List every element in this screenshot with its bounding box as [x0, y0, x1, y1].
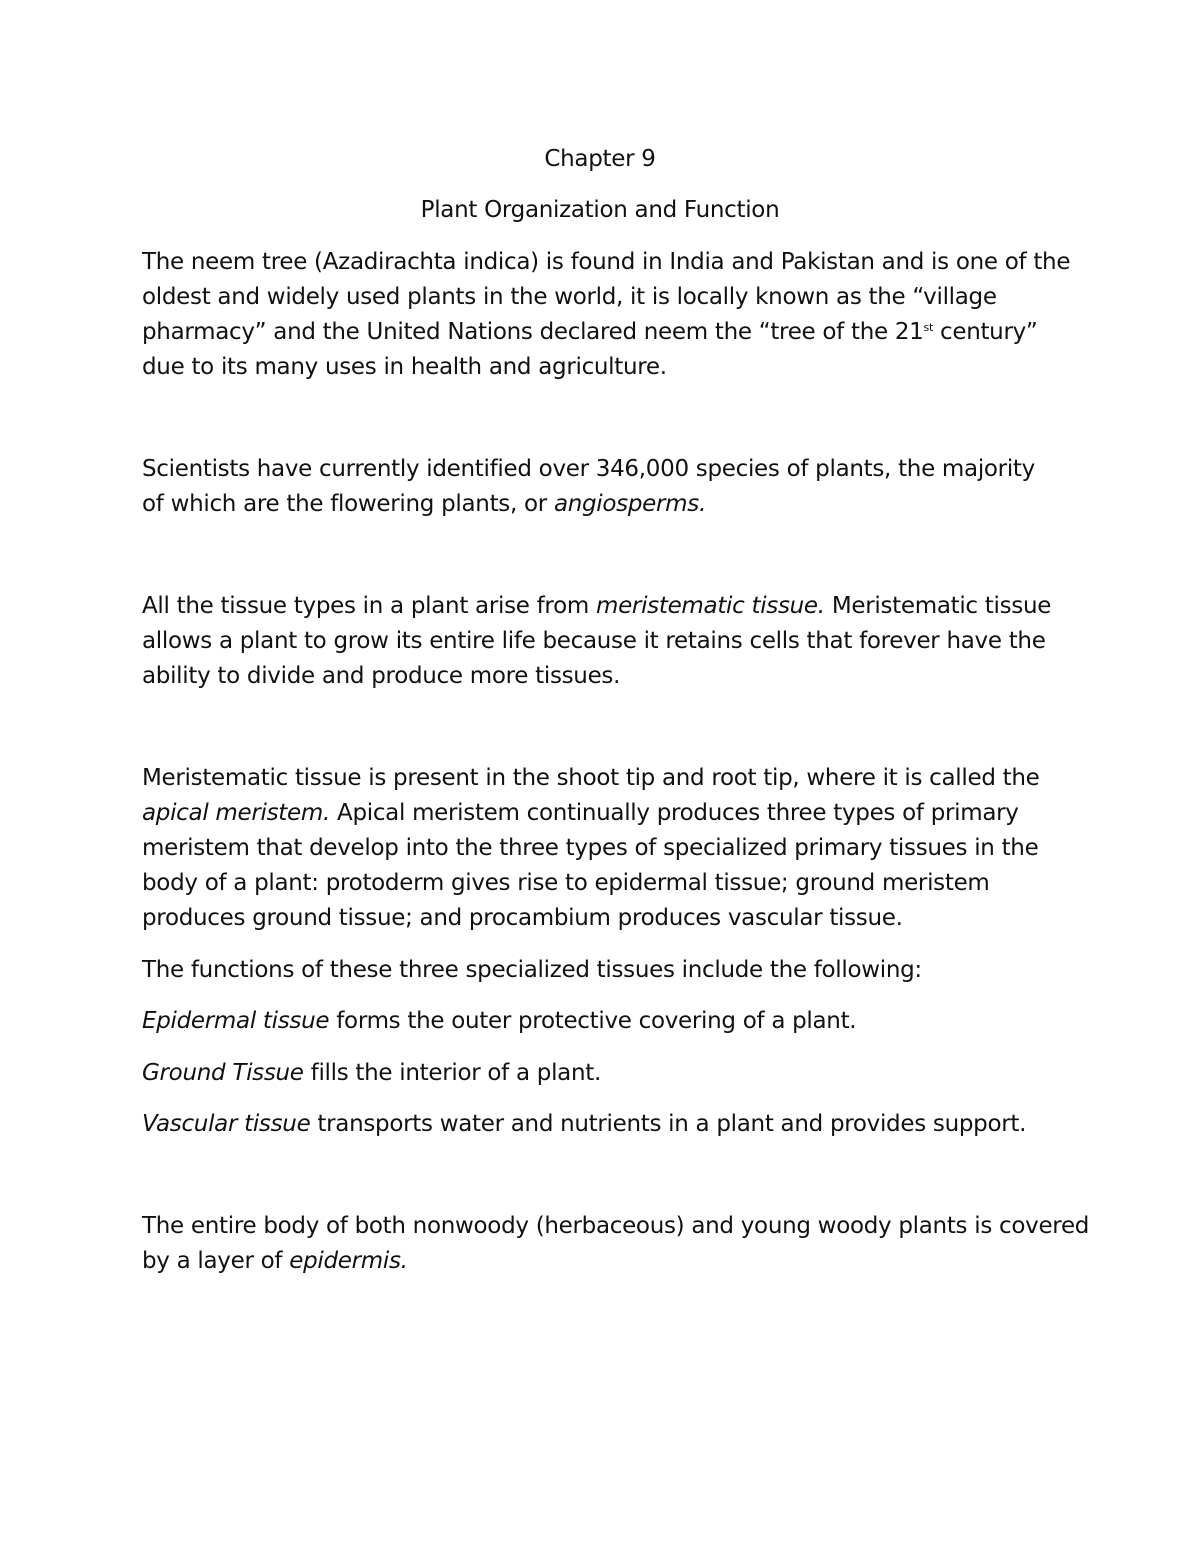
term-epidermal-tissue: Epidermal tissue [142, 1008, 330, 1034]
term-vascular-tissue: Vascular tissue [142, 1111, 311, 1137]
paragraph-4-line-3: meristem that develop into the three types of specialized primary tissues in the [142, 835, 1039, 861]
chapter-title: Plant Organization and Function [420, 197, 780, 223]
paragraph-4-line-4: body of a plant: protoderm gives rise to epidermal tissue; ground meristem [142, 870, 990, 896]
paragraph-3-line-2: allows a plant to grow its entire life because it retains cells that forever have the [142, 628, 1046, 654]
paragraph-ground [142, 1058, 601, 1088]
p9-l2-text: by a layer of [142, 1248, 290, 1274]
chapter-heading: Chapter 9 [544, 146, 656, 172]
term-angiosperms: angiosperms. [553, 491, 706, 517]
paragraph-5: The functions of these three specialized tissues include the following: [142, 957, 922, 983]
paragraph-4-line-1: Meristematic tissue is present in the shoot tip and root tip, where it is called the [142, 765, 1040, 791]
term-epidermis: epidermis. [289, 1248, 408, 1274]
superscript: st [923, 321, 933, 334]
paragraph-9-line-2 [142, 1246, 408, 1276]
term-meristematic-tissue: meristematic tissue. [595, 593, 825, 619]
paragraph-1-line-3 [142, 317, 1038, 347]
paragraph-1-line-1: The neem tree (Azadirachta indica) is found in India and Pakistan and is one of the [142, 249, 1071, 275]
p7-text: fills the interior of a plant. [303, 1060, 601, 1086]
paragraph-vascular [142, 1109, 1026, 1139]
paragraph-3-line-3: ability to divide and produce more tissues. [142, 663, 621, 689]
p1-l3-text: pharmacy” and the United Nations declared neem the “tree of the 21 [142, 319, 924, 345]
p4-l2-text: Apical meristem continually produces three types of primary [330, 800, 1019, 826]
p8-text: transports water and nutrients in a plant and provides support. [310, 1111, 1027, 1137]
paragraph-2-line-1: Scientists have currently identified over 346,000 species of plants, the majority [142, 456, 1035, 482]
paragraph-2-line-2 [142, 489, 706, 519]
p1-l3-text-end: century” [932, 319, 1038, 345]
paragraph-4-line-2 [142, 798, 1019, 828]
p3-l1-text: All the tissue types in a plant arise from [142, 593, 596, 619]
term-ground-tissue: Ground Tissue [142, 1060, 304, 1086]
p3-l1-text-end: Meristematic tissue [824, 593, 1052, 619]
term-apical-meristem: apical meristem. [142, 800, 330, 826]
p6-text: forms the outer protective covering of a plant. [329, 1008, 857, 1034]
paragraph-3-line-1 [142, 591, 1051, 621]
paragraph-4-line-5: produces ground tissue; and procambium produces vascular tissue. [142, 905, 903, 931]
paragraph-9-line-1: The entire body of both nonwoody (herbaceous) and young woody plants is covered [142, 1213, 1090, 1239]
paragraph-1-line-4: due to its many uses in health and agriculture. [142, 354, 667, 380]
p2-l2-text: of which are the flowering plants, or [142, 491, 554, 517]
paragraph-1-line-2: oldest and widely used plants in the world, it is locally known as the “village [142, 284, 997, 310]
paragraph-epidermal [142, 1006, 856, 1036]
